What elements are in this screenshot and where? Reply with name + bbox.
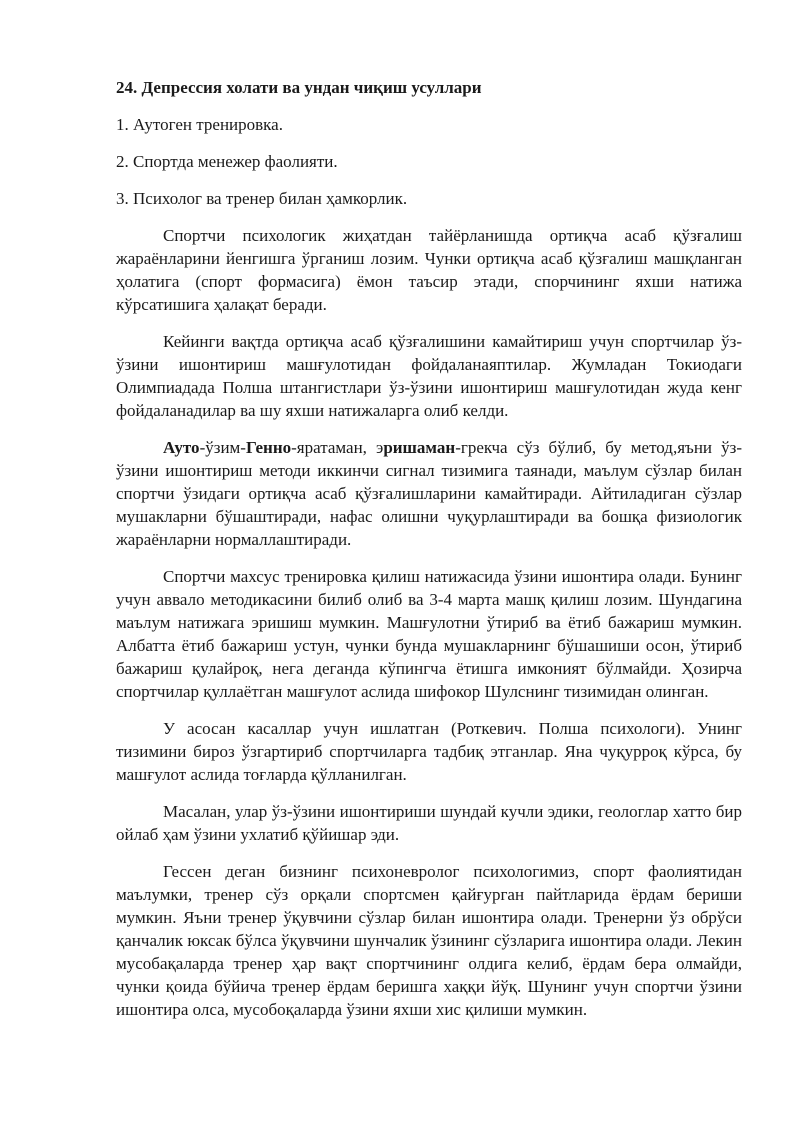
paragraph-4: Спортчи махсус тренировка қилиш натижасида ўзини ишонтира олади. Бунинг учун аввало методикасини билиб олиб ва 3-4 марта машқ қилиш лозим. Шундагина маълум натижага эришиш мумкин. Машғулотни ўтириб ва ётиб бажариш мумкин. Албатта ётиб бажариш устун, чунки бунда мушакларнинг бўшашиши осон, ўтириб бажариш қулайроқ, нега деганда кўпингча ётишга имконият бўлмайди. Ҳозирча спортчилар қуллаётган машғулот аслида шифокор Шулснинг тизимидан олинган.: [116, 567, 742, 701]
paragraph-3-text-1: -ўзим-: [199, 438, 246, 457]
paragraph-6: Масалан, улар ўз-ўзини ишонтириши шундай кучли эдики, геологлар хатто бир ойлаб ҳам ўзини ухлатиб қўйишар эди.: [116, 802, 742, 844]
section-title: 24. Депрессия холати ва ундан чиқиш усуллари: [116, 78, 482, 97]
term-auto: Ауто: [163, 438, 200, 457]
paragraph-3-text-2: -яратаман, э: [291, 438, 384, 457]
list-item-2: 2. Спортда менежер фаолияти.: [116, 152, 338, 171]
paragraph-3: [116, 436, 742, 551]
paragraph-7: Гессен деган бизнинг психоневролог психологимиз, спорт фаолиятидан маълумки, тренер сўз орқали спортсмен қайғурган пайтларида ёрдам бериши мумкин. Яъни тренер ўқувчини сўзлар билан ишонтира олади. Тренерни ўз обрўси қанчалик юксак бўлса ўқувчини шунчалик ўзининг сўзларига ишонтира олади. Лекин мусобақаларда тренер ҳар вақт спортчининг олдига келиб, ёрдам бера олмайди, чунки қоида бўйича тренер ёрдам беришга хаққи йўқ. Шунинг учун спортчи ўзини ишонтира олса, мусобоқаларда ўзини яхши хис қилиши мумкин.: [116, 862, 742, 1019]
paragraph-3-text-3: -грекча сўз бўлиб, бу метод,яъни ўз-ўзини ишонтириш методи иккинчи сигнал тизимига таянади, маълум сўзлар билан спортчи ўзидаги ортиқча асаб қўзғалишларини камайтиради. Айтиладиган сўзлар мушакларни бўшаштиради, нафас олишни чуқурлаштиради ва бошқа физиологик жараёнларни нормаллаштиради.: [116, 438, 742, 549]
term-rishaman: ришаман: [383, 438, 456, 457]
list-item-1: 1. Аутоген тренировка.: [116, 115, 283, 134]
paragraph-5: У асосан касаллар учун ишлатган (Роткевич. Полша психологи). Унинг тизимини бироз ўзгартириб спортчиларга тадбиқ этганлар. Яна чуқурроқ кўрса, бу машғулот аслида тоғларда қўлланилган.: [116, 719, 742, 784]
paragraph-2: Кейинги вақтда ортиқча асаб қўзғалишини камайтириш учун спортчилар ўз-ўзини ишонтириш машғулотидан фойдаланаяптилар. Жумладан Токиодаги Олимпиадада Полша штангистлари ўз-ўзини ишонтириш машғулотидан жуда кенг фойдаланадилар ва шу яхши натижаларга олиб келди.: [116, 332, 742, 420]
term-genno: Генно: [245, 438, 292, 457]
paragraph-1: Спортчи психологик жиҳатдан тайёрланишда ортиқча асаб қўзғалиш жараёнларини йенгишга ўрганиш лозим. Чунки ортиқча асаб қўзғалиш машқланган ҳолатига (спорт формасига) ёмон таъсир этади, спорчининг яхши натижа кўрсатишига ҳалақат беради.: [116, 226, 742, 314]
document-page: [116, 76, 742, 1021]
list-item-3: 3. Психолог ва тренер билан ҳамкорлик.: [116, 189, 408, 208]
